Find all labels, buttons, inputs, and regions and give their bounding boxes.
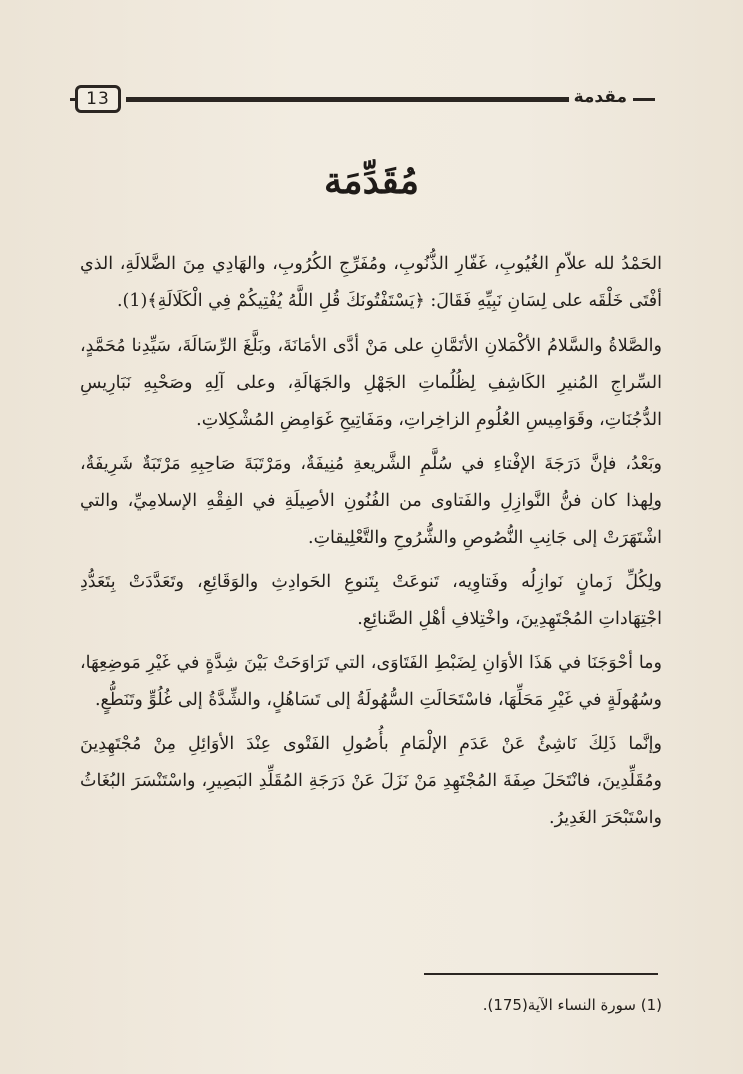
page-number: 13 bbox=[75, 85, 121, 113]
running-header bbox=[70, 84, 655, 116]
paragraph-5: وما أحْوَجَنَا في هَذَا الأوَانِ لِضَبْطِ الفَتَاوَى، التي تَرَاوَحَتْ بَيْنَ شِدَّةٍ في غَيْرِ مَوضِعِهَا، وسُهُولَةٍ في غَيْرِ مَحَلِّهَا، فاسْتَحَالَتِ السُّهُولَةُ إلى تَسَاهُلٍ، والشِّدَّةُ إلى غُلُوٍّ وتَنَطُّعٍ. bbox=[80, 653, 662, 710]
paragraph-1: الحَمْدُ لله علاّمِ الغُيُوبِ، غَفّارِ الذُّنُوبِ، ومُفَرِّجِ الكُرُوبِ، والهَادِي مِنَ الضَّلالَةِ، الذي أفْتَى خَلْقَه على لِسَانِ نَبِيِّهِ فَقَالَ: ﴿يَسْتَفْتُونَكَ قُلِ اللَّهُ يُفْتِيكُمْ فِي الْكَلَالَةِ﴾(1). bbox=[80, 254, 662, 311]
paragraph-3: وبَعْدُ، فإنَّ دَرَجَةَ الإفْتاءِ في سُلَّمِ الشَّريعةِ مُنِيفَةٌ، ومَرْتَبَةَ صَاحِبِهِ مَرْتَبَةٌ شَرِيفَةٌ، ولِهذا كان فنُّ النَّوازِلِ والفَتاوى من الفُنُونِ الأصِيلَةِ في الفِقْهِ الإسلامِيِّ، والتي اشْتَهَرَتْ إلى جَانِبِ النُّصُوصِ والشُّرُوحِ والتَّعْلِيقاتِ. bbox=[80, 454, 662, 548]
footnote-rule bbox=[424, 973, 658, 975]
paragraph-4: ولِكُلِّ زَمانٍ نَوازِلُه وفَتاوِيه، تَنوعَتْ بِتَنوعِ الحَوادِثِ والوَقَائِعِ، وتَعَدَّدَتْ بِتَعَدُّدِ اجْتِهَاداتِ المُجْتَهِدِينَ، واخْتِلافِ أهْلِ الصَّنائِعِ. bbox=[80, 572, 662, 629]
chapter-title: مُقَدِّمَة bbox=[324, 160, 419, 202]
paragraph-6: وإنَّما ذَلِكَ نَاشِئٌ عَنْ عَدَمِ الإلْمَامِ بأُصُولِ الفَتْوى عِنْدَ الأوَائِلِ مِنْ مُجْتَهِدِينَ ومُقَلِّدِينَ، فانْتَحَلَ صِفَةَ المُجْتَهِدِ مَنْ نَزَلَ عَنْ دَرَجَةِ المُقَلِّدِ البَصِيرِ، واسْتَنْسَرَ البُغَاثُ واسْتَبْحَرَ الغَدِيرُ. bbox=[80, 734, 662, 828]
header-rule bbox=[126, 97, 569, 102]
body-text bbox=[80, 246, 662, 844]
footnote: (1) سورة النساء الآية(175). bbox=[482, 996, 662, 1014]
header-right-tick bbox=[633, 98, 655, 101]
paragraph-2: والصَّلاةُ والسَّلامُ الأكْمَلانِ الأتَمَّانِ على مَنْ أدَّى الأمَانَةَ، وبَلَّغَ الرِّسَالَةَ، سَيِّدِنا مُحَمَّدٍ، السِّراجِ المُنيرِ الكَاشِفِ لِظُلُماتِ الجَهْلِ والجَهَالَةِ، وعلى آلِهِ وصَحْبِهِ نَبَارِيسِ الدُّجُنَاتِ، وقَوَامِيسِ العُلُومِ الزاخِراتِ، ومَفَاتِيحِ غَوَامِضِ المُشْكِلاتِ. bbox=[80, 336, 662, 430]
running-title: مقدمة bbox=[573, 87, 627, 107]
